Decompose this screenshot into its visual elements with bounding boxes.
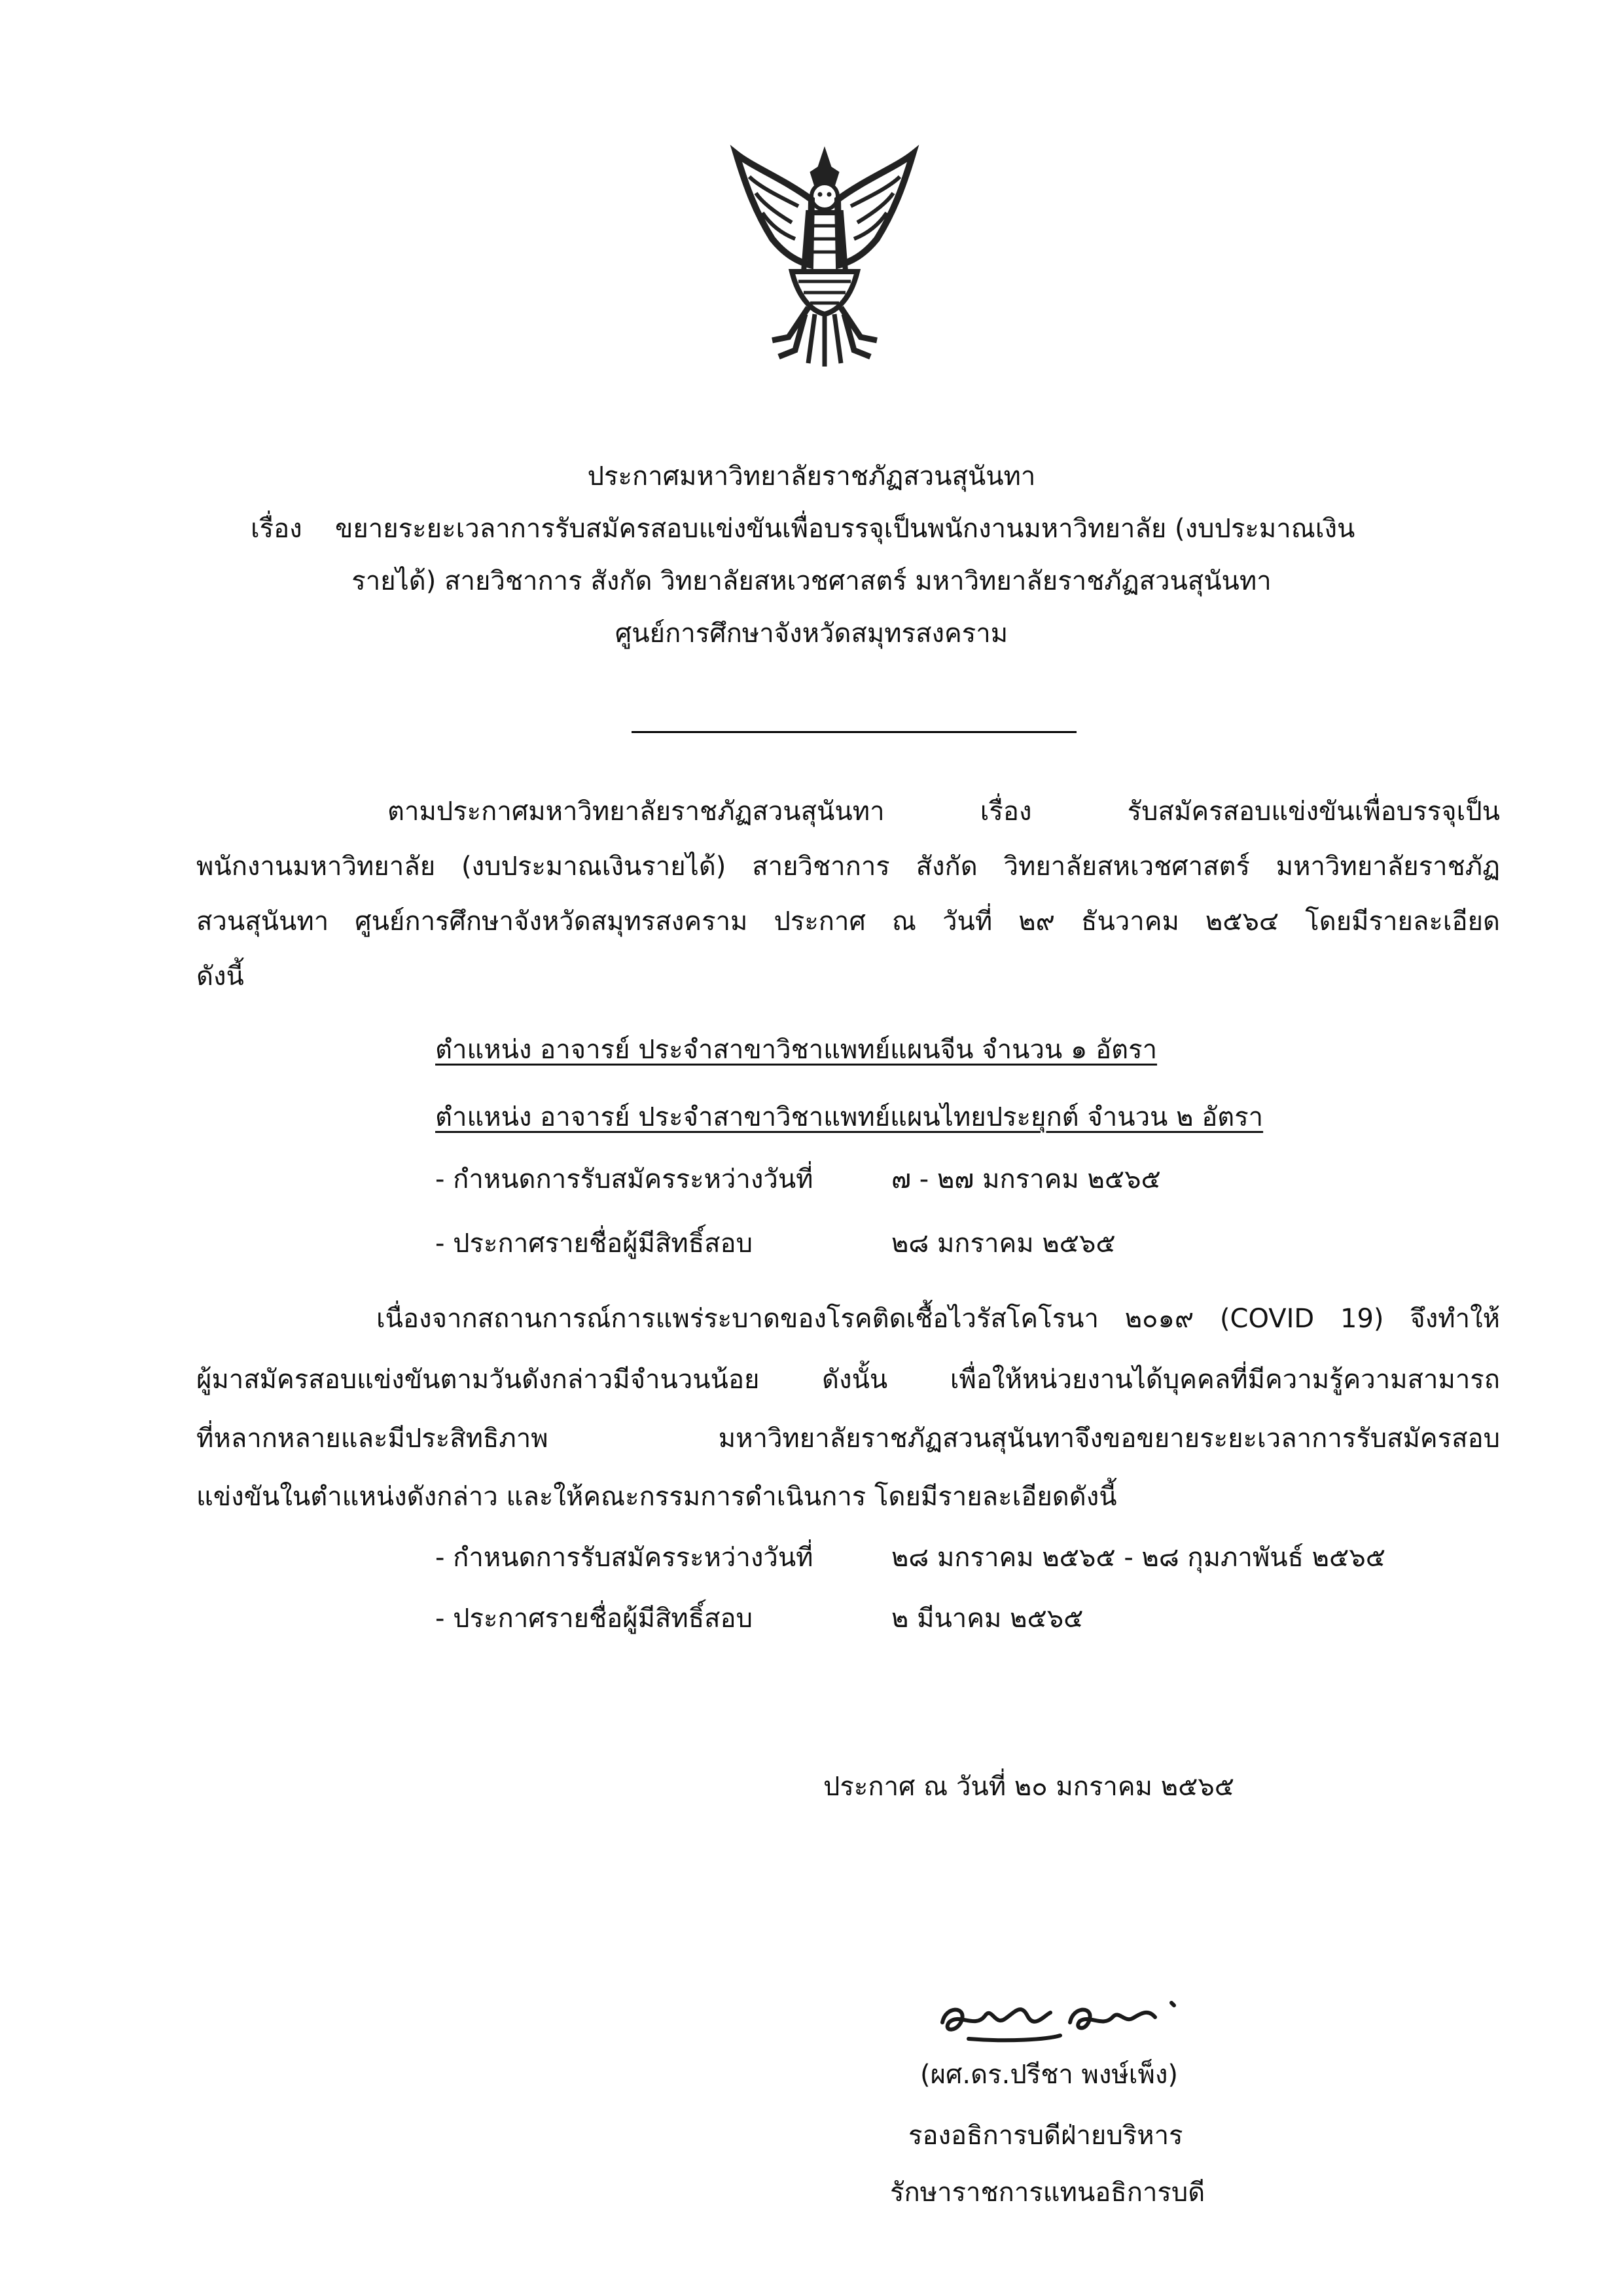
signer-title-2: รักษาราชการแทนอธิการบดี — [890, 2178, 1205, 2208]
position-2: ตำแหน่ง อาจารย์ ประจำสาขาวิชาแพทย์แผนไทยประยุกต์ จำนวน ๒ อัตรา — [435, 1102, 1264, 1132]
handwritten-signature-icon — [929, 1977, 1204, 2049]
schedule2-list-label: - ประกาศรายชื่อผู้มีสิทธิ์สอบ — [435, 1604, 753, 1634]
subject-line-2: รายได้) สายวิชาการ สังกัด วิทยาลัยสหเวชศาสตร์ มหาวิทยาลัยราชภัฏสวนสุนันทา — [351, 566, 1272, 596]
position-1: ตำแหน่ง อาจารย์ ประจำสาขาวิชาแพทย์แผนจีน จำนวน ๑ อัตรา — [435, 1035, 1158, 1065]
subject-line-3: ศูนย์การศึกษาจังหวัดสมุทรสงคราม — [615, 619, 1008, 649]
para1-line-3: สวนสุนันทา ศูนย์การศึกษาจังหวัดสมุทรสงคราม ประกาศ ณ วันที่ ๒๙ ธันวาคม ๒๕๖๔ โดยมีรายละเอียด — [196, 906, 1500, 937]
document-title: ประกาศมหาวิทยาลัยราชภัฏสวนสุนันทา — [587, 461, 1036, 492]
para1-line-1: ตามประกาศมหาวิทยาลัยราชภัฏสวนสุนันทา เรื่อง รับสมัครสอบแข่งขันเพื่อบรรจุเป็น — [387, 797, 1500, 827]
signer-name: (ผศ.ดร.ปรีชา พงษ์เพ็ง) — [920, 2060, 1178, 2090]
para2-line-4: แข่งขันในตำแหน่งดังกล่าว และให้คณะกรรมการดำเนินการ โดยมีรายละเอียดดังนี้ — [196, 1482, 1117, 1512]
subject-label: เรื่อง — [251, 514, 302, 544]
schedule1-list-label: - ประกาศรายชื่อผู้มีสิทธิ์สอบ — [435, 1229, 753, 1259]
schedule1-list-value: ๒๘ มกราคม ๒๕๖๕ — [891, 1229, 1116, 1259]
schedule1-apply-value: ๗ - ๒๗ มกราคม ๒๕๖๕ — [891, 1164, 1161, 1194]
signer-title-1: รองอธิการบดีฝ่ายบริหาร — [908, 2121, 1183, 2151]
schedule1-apply-label: - กำหนดการรับสมัครระหว่างวันที่ — [435, 1164, 813, 1194]
header-divider — [632, 731, 1077, 733]
schedule2-list-value: ๒ มีนาคม ๒๕๖๕ — [891, 1604, 1084, 1634]
para1-line-2: พนักงานมหาวิทยาลัย (งบประมาณเงินรายได้) สายวิชาการ สังกัด วิทยาลัยสหเวชศาสตร์ มหาวิทยาลัยราชภัฏ — [196, 852, 1500, 882]
schedule2-apply-value: ๒๘ มกราคม ๒๕๖๕ - ๒๘ กุมภาพันธ์ ๒๕๖๕ — [891, 1543, 1385, 1573]
para1-line-4: ดังนี้ — [196, 961, 244, 992]
schedule2-apply-label: - กำหนดการรับสมัครระหว่างวันที่ — [435, 1543, 813, 1573]
subject-line-1: ขยายระยะเวลาการรับสมัครสอบแข่งขันเพื่อบรรจุเป็นพนักงานมหาวิทยาลัย (งบประมาณเงิน — [335, 514, 1355, 544]
garuda-emblem-icon — [726, 141, 923, 370]
para2-line-1: เนื่องจากสถานการณ์การแพร่ระบาดของโรคติดเชื้อไวรัสโคโรนา ๒๐๑๙ (COVID 19) จึงทำให้ — [376, 1304, 1500, 1334]
para2-line-3: ที่หลากหลายและมีประสิทธิภาพ มหาวิทยาลัยราชภัฏสวนสุนันทาจึงขอขยายระยะเวลาการรับสมัครสอบ — [196, 1424, 1500, 1454]
announcement-date: ประกาศ ณ วันที่ ๒๐ มกราคม ๒๕๖๕ — [823, 1772, 1235, 1802]
para2-line-2: ผู้มาสมัครสอบแข่งขันตามวันดังกล่าวมีจำนวนน้อย ดังนั้น เพื่อให้หน่วยงานได้บุคคลที่มีความรู้ความสามารถ — [196, 1365, 1500, 1395]
